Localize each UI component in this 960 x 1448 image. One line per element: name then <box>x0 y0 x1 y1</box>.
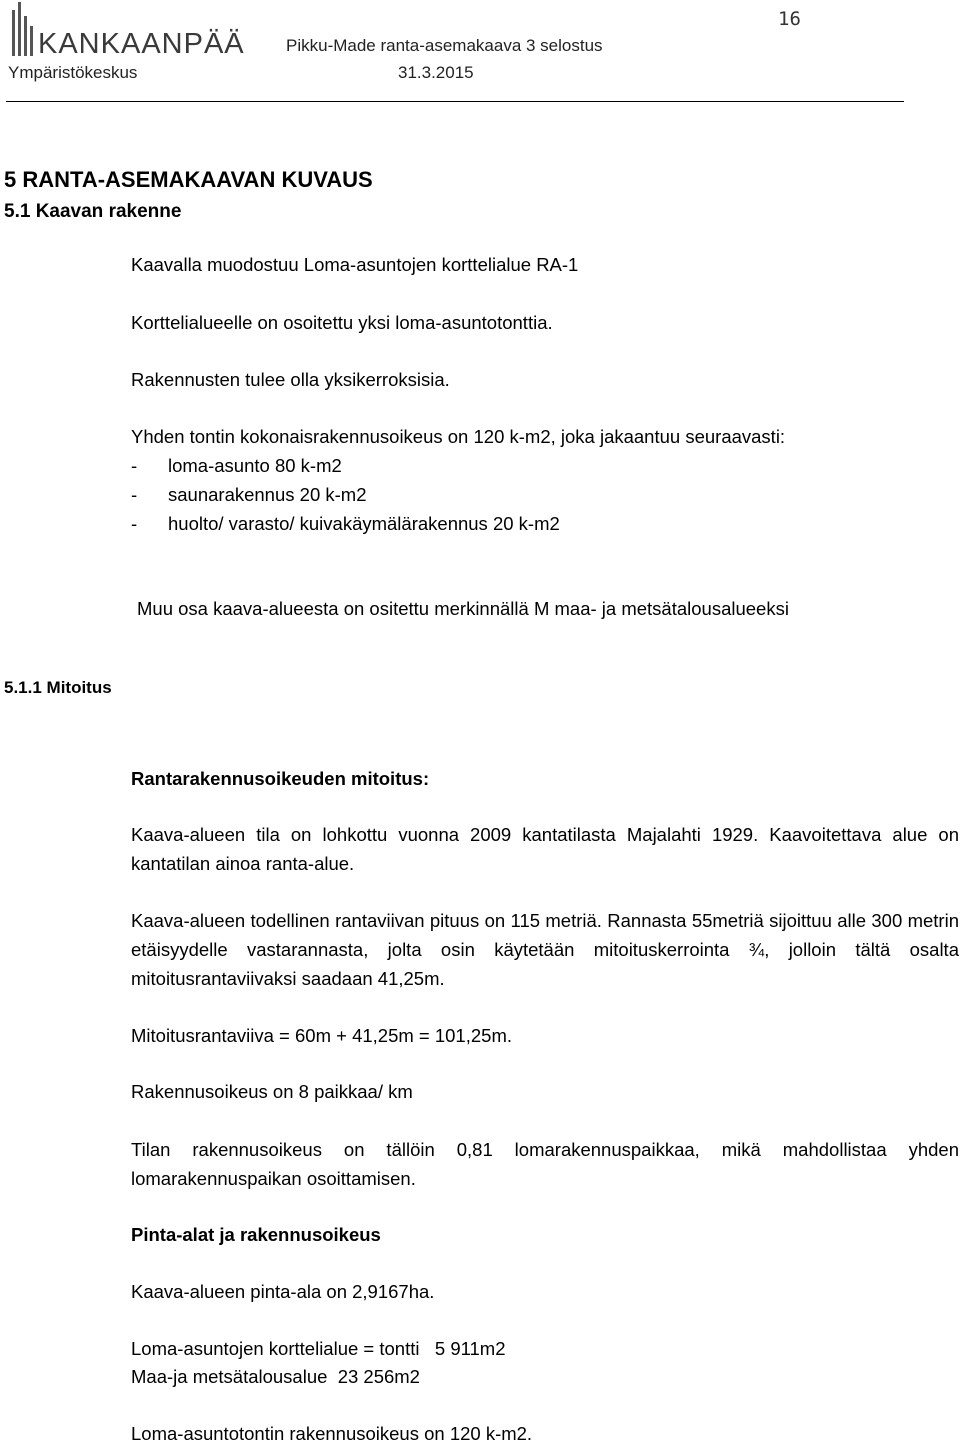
rights-intro: Yhden tontin kokonaisrakennusoikeus on 120 k-m2, joka jakaantuu seuraavasti: <box>131 426 786 447</box>
paragraph: Korttelialueelle on osoitettu yksi loma-asuntotonttia. <box>131 312 553 333</box>
section-heading: 5 RANTA-ASEMAKAAVAN KUVAUS <box>4 167 373 192</box>
page-number: 16 <box>778 8 801 30</box>
paragraph: Maa-ja metsätalousalue 23 256m2 <box>131 1366 420 1387</box>
paragraph: Rakennusten tulee olla yksikerroksisia. <box>131 369 450 390</box>
paragraph: Kaava-alueen tila on lohkottu vuonna 2009 kantatilasta Majalahti 1929. Kaavoitettava alue on kantatilan ainoa ranta-alue. <box>131 824 959 874</box>
subsection-heading: 5.1 Kaavan rakenne <box>4 201 182 222</box>
paragraph: Kaavalla muodostuu Loma-asuntojen korttelialue RA-1 <box>131 254 579 275</box>
document-date: 31.3.2015 <box>398 63 474 82</box>
mitoitus-heading: 5.1.1 Mitoitus <box>4 678 112 697</box>
department-name: Ympäristökeskus <box>8 63 138 82</box>
bold-heading: Rantarakennusoikeuden mitoitus: <box>131 768 430 789</box>
other-area-note: Muu osa kaava-alueesta on ositettu merkinnällä M maa- ja metsätalousalueeksi <box>137 598 789 619</box>
list-item: - saunarakennus 20 k-m2 <box>131 480 366 509</box>
paragraph: Kaava-alueen todellinen rantaviivan pituus on 115 metriä. Rannasta 55metriä sijoittuu alle 300 metrin etäisyydelle vastarannasta, jolta osin käytetään mitoituskerrointa ¾, jolloin tältä osalta mitoitusrantaviivaksi saadaan 41,25m. <box>131 910 959 989</box>
areas-heading: Pinta-alat ja rakennusoikeus <box>131 1224 381 1245</box>
city-logo-text: KANKAANPÄÄ <box>38 28 245 60</box>
header-divider <box>6 101 904 102</box>
list-item: - huolto/ varasto/ kuivakäymälärakennus 20 k-m2 <box>131 509 560 538</box>
list-dash: - <box>131 455 138 476</box>
paragraph: Rakennusoikeus on 8 paikkaa/ km <box>131 1081 413 1102</box>
city-logo-icon <box>10 2 36 56</box>
list-dash: - <box>131 513 138 534</box>
document-title: Pikku-Made ranta-asemakaava 3 selostus <box>286 36 603 55</box>
paragraph: Tilan rakennusoikeus on tällöin 0,81 lomarakennuspaikkaa, mikä mahdollistaa yhden lomarakennuspaikan osoittamisen. <box>131 1139 959 1189</box>
paragraph: Loma-asuntotontin rakennusoikeus on 120 k-m2. <box>131 1423 533 1444</box>
list-dash: - <box>131 484 138 505</box>
paragraph: Loma-asuntojen korttelialue = tontti 5 911m2 <box>131 1338 506 1359</box>
list-item: - loma-asunto 80 k-m2 <box>131 451 342 480</box>
paragraph: Kaava-alueen pinta-ala on 2,9167ha. <box>131 1281 435 1302</box>
paragraph: Mitoitusrantaviiva = 60m + 41,25m = 101,25m. <box>131 1025 512 1046</box>
